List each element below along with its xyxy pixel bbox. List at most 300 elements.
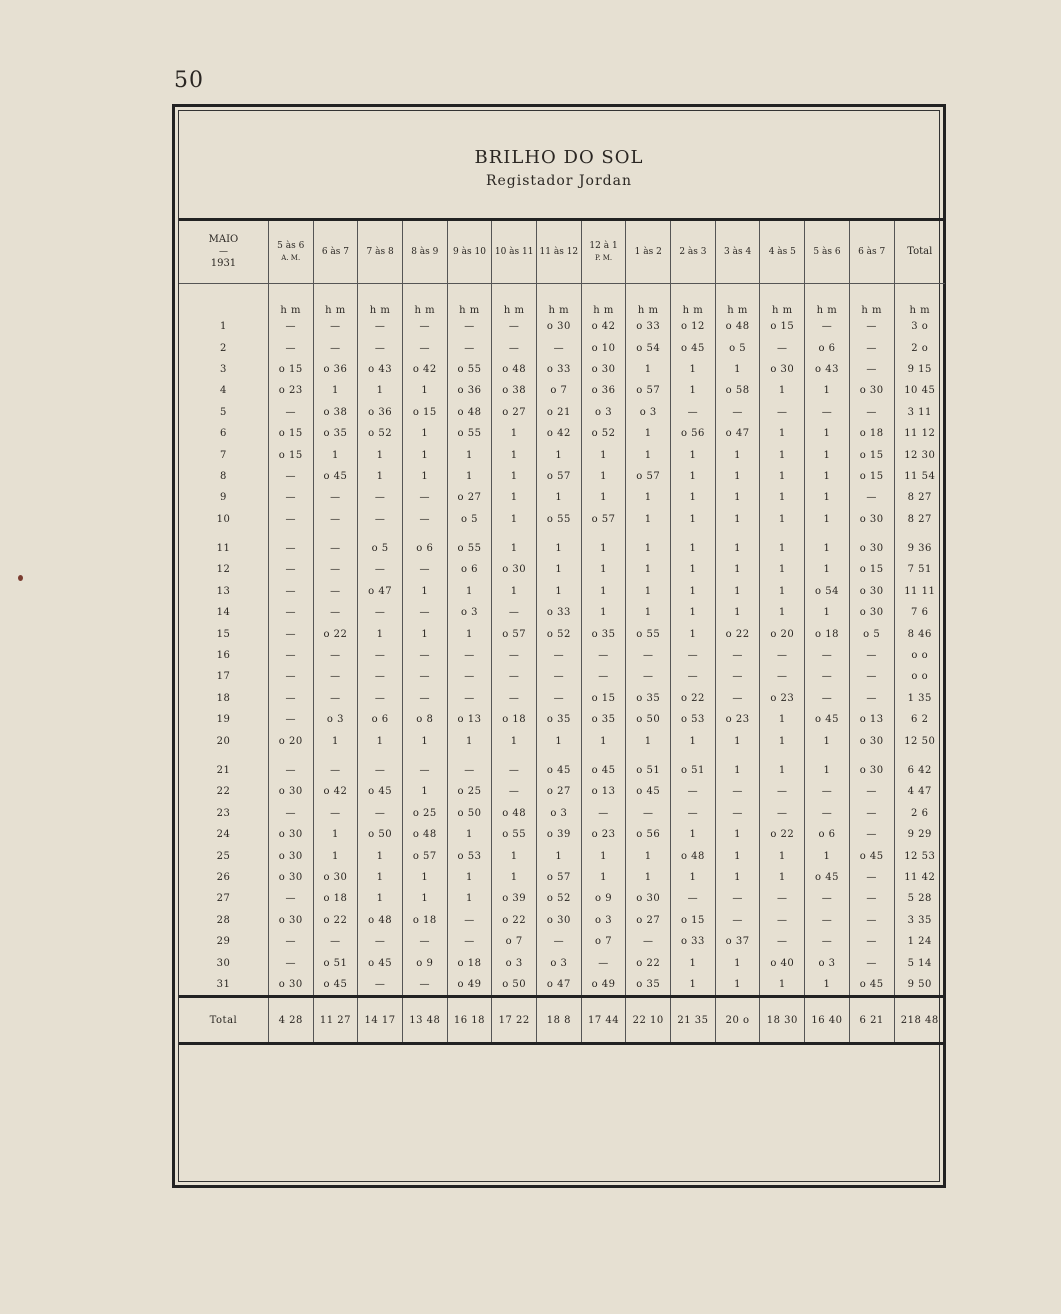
- sunshine-cell: 1: [358, 623, 403, 644]
- hour-header-label: 6 às 7: [858, 247, 886, 257]
- sunshine-cell: o 45: [805, 867, 850, 888]
- sunshine-cell: o 3: [447, 602, 492, 623]
- unit-label: h m: [805, 284, 850, 317]
- sunshine-cell: o 8: [402, 709, 447, 730]
- unit-label: h m: [358, 284, 403, 317]
- sunshine-cell: o 23: [268, 380, 313, 401]
- row-total-cell: o o: [894, 645, 945, 666]
- hour-header: [313, 220, 358, 284]
- sunshine-cell: o 35: [313, 423, 358, 444]
- sunshine-cell: o 51: [626, 760, 671, 781]
- hour-header: [805, 220, 850, 284]
- table-row: [179, 466, 945, 487]
- sunshine-cell: o 23: [715, 709, 760, 730]
- sunshine-cell: o 38: [313, 402, 358, 423]
- sunshine-cell: —: [268, 888, 313, 909]
- gap-cell: [313, 752, 358, 760]
- sunshine-cell: —: [268, 337, 313, 358]
- sunshine-cell: o 36: [313, 359, 358, 380]
- day-cell: 3: [220, 363, 227, 375]
- sunshine-cell: 1: [358, 845, 403, 866]
- sunshine-cell: 1: [760, 444, 805, 465]
- sunshine-cell: 1: [447, 466, 492, 487]
- column-total-cell: 16 18: [447, 997, 492, 1044]
- sunshine-cell: 1: [760, 423, 805, 444]
- table-row: [179, 931, 945, 952]
- sunshine-cell: —: [358, 602, 403, 623]
- sunshine-cell: 1: [715, 845, 760, 866]
- sunshine-cell: 1: [715, 760, 760, 781]
- sunshine-cell: 1: [715, 952, 760, 973]
- sunshine-cell: —: [760, 803, 805, 824]
- sunshine-cell: —: [626, 803, 671, 824]
- sunshine-cell: o 35: [537, 709, 582, 730]
- sunshine-cell: o 30: [268, 781, 313, 802]
- sunshine-cell: o 27: [626, 910, 671, 931]
- gap-cell: [537, 752, 582, 760]
- sunshine-cell: 1: [715, 559, 760, 580]
- sunshine-cell: 1: [581, 602, 626, 623]
- gap-cell: [715, 530, 760, 538]
- sunshine-cell: 1: [358, 380, 403, 401]
- hour-header-label: 5 às 6: [813, 247, 841, 257]
- sunshine-cell: —: [849, 688, 894, 709]
- sunshine-cell: —: [402, 559, 447, 580]
- sunshine-cell: o 45: [671, 337, 716, 358]
- sunshine-cell: o 6: [358, 709, 403, 730]
- sunshine-cell: 1: [671, 867, 716, 888]
- row-total-cell: o o: [894, 666, 945, 687]
- sunshine-cell: o 55: [537, 509, 582, 530]
- sunshine-cell: —: [849, 888, 894, 909]
- sunshine-cell: 1: [626, 581, 671, 602]
- day-cell: 25: [216, 850, 231, 862]
- sunshine-cell: o 15: [760, 316, 805, 337]
- sunshine-cell: 1: [581, 466, 626, 487]
- sunshine-cell: 1: [671, 974, 716, 997]
- sunshine-cell: —: [715, 666, 760, 687]
- sunshine-cell: o 35: [626, 974, 671, 997]
- sunshine-cell: 1: [581, 559, 626, 580]
- sunshine-cell: 1: [715, 824, 760, 845]
- units-row: [179, 284, 945, 317]
- table-row: [179, 559, 945, 580]
- sunshine-cell: o 45: [581, 760, 626, 781]
- day-cell: 2: [220, 342, 227, 354]
- unit-label: h m: [894, 284, 945, 317]
- table-row: [179, 623, 945, 644]
- sunshine-cell: o 9: [402, 952, 447, 973]
- sunshine-cell: o 15: [581, 688, 626, 709]
- sunshine-cell: —: [671, 666, 716, 687]
- sunshine-cell: 1: [760, 509, 805, 530]
- sunshine-cell: o 22: [492, 910, 537, 931]
- sunshine-cell: 1: [715, 602, 760, 623]
- table-title: BRILHO DO SOL: [474, 147, 644, 168]
- sunshine-cell: 1: [760, 602, 805, 623]
- hour-header-label: 5 às 6: [277, 241, 305, 251]
- sunshine-cell: 1: [805, 466, 850, 487]
- sunshine-cell: o 45: [626, 781, 671, 802]
- hour-header: [671, 220, 716, 284]
- sunshine-cell: o 48: [402, 824, 447, 845]
- gap-cell: [715, 752, 760, 760]
- sunshine-cell: o 57: [537, 867, 582, 888]
- units-day-cell: [179, 284, 268, 317]
- sunshine-cell: —: [358, 559, 403, 580]
- sunshine-cell: —: [358, 974, 403, 997]
- table-row: [179, 645, 945, 666]
- hour-header-sub: P. M.: [594, 254, 613, 262]
- table-row: [179, 402, 945, 423]
- totals-label: Total: [179, 997, 268, 1044]
- sunshine-cell: 1: [671, 538, 716, 559]
- sunshine-cell: 1: [671, 730, 716, 751]
- sunshine-cell: 1: [492, 581, 537, 602]
- sunshine-cell: 1: [313, 730, 358, 751]
- sunshine-cell: 1: [805, 602, 850, 623]
- sunshine-cell: 1: [402, 466, 447, 487]
- sunshine-cell: o 30: [313, 867, 358, 888]
- sunshine-cell: o 7: [537, 380, 582, 401]
- table-row: [179, 760, 945, 781]
- sunshine-cell: 1: [760, 559, 805, 580]
- sunshine-cell: o 50: [626, 709, 671, 730]
- sunshine-cell: o 30: [537, 910, 582, 931]
- sunshine-cell: —: [849, 781, 894, 802]
- sunshine-cell: —: [313, 316, 358, 337]
- sunshine-cell: 1: [715, 444, 760, 465]
- sunshine-cell: o 22: [760, 824, 805, 845]
- gap-cell: [671, 530, 716, 538]
- sunshine-cell: o 30: [849, 581, 894, 602]
- sunshine-cell: 1: [626, 359, 671, 380]
- year-label: 1931: [210, 258, 237, 269]
- sunshine-cell: 1: [537, 559, 582, 580]
- sunshine-cell: 1: [760, 845, 805, 866]
- sunshine-cell: 1: [626, 538, 671, 559]
- sunshine-cell: 1: [715, 487, 760, 508]
- gap-cell: [268, 530, 313, 538]
- sunshine-cell: o 36: [581, 380, 626, 401]
- sunshine-cell: o 55: [626, 623, 671, 644]
- sunshine-cell: —: [268, 316, 313, 337]
- sunshine-cell: 1: [626, 559, 671, 580]
- day-cell: 6: [220, 428, 227, 440]
- unit-label: h m: [849, 284, 894, 317]
- row-total-cell: 2 o: [894, 337, 945, 358]
- hour-header: [268, 220, 313, 284]
- gap-cell: [179, 530, 268, 538]
- sunshine-cell: o 18: [313, 888, 358, 909]
- sunshine-cell: 1: [492, 845, 537, 866]
- sunshine-cell: 1: [760, 867, 805, 888]
- sunshine-cell: —: [849, 803, 894, 824]
- sunshine-cell: o 55: [447, 423, 492, 444]
- sunshine-cell: —: [447, 931, 492, 952]
- sunshine-cell: 1: [805, 760, 850, 781]
- sunshine-cell: —: [537, 931, 582, 952]
- sunshine-cell: 1: [537, 487, 582, 508]
- day-cell: 11: [216, 543, 231, 555]
- sunshine-cell: —: [358, 487, 403, 508]
- hour-header-label: 4 às 5: [768, 247, 796, 257]
- table-row: [179, 316, 945, 337]
- sunshine-cell: 1: [402, 730, 447, 751]
- row-total-cell: 9 29: [894, 824, 945, 845]
- hour-header: [760, 220, 805, 284]
- sunshine-cell: —: [268, 602, 313, 623]
- sunshine-cell: 1: [447, 623, 492, 644]
- sunshine-cell: o 57: [626, 466, 671, 487]
- sunshine-cell: —: [447, 910, 492, 931]
- sunshine-cell: o 6: [805, 824, 850, 845]
- sunshine-cell: o 33: [671, 931, 716, 952]
- sunshine-cell: —: [537, 337, 582, 358]
- unit-label: h m: [537, 284, 582, 317]
- sunshine-cell: —: [715, 803, 760, 824]
- table-row: [179, 444, 945, 465]
- sunshine-cell: —: [402, 760, 447, 781]
- sunshine-cell: —: [626, 645, 671, 666]
- table-body: [179, 284, 945, 1044]
- sunshine-cell: —: [805, 402, 850, 423]
- sunshine-cell: 1: [492, 487, 537, 508]
- sunshine-cell: —: [313, 581, 358, 602]
- sunshine-cell: o 15: [402, 402, 447, 423]
- sunshine-cell: 1: [447, 581, 492, 602]
- table-row: [179, 666, 945, 687]
- hour-header: [402, 220, 447, 284]
- sunshine-cell: 1: [805, 559, 850, 580]
- sunshine-cell: o 30: [268, 910, 313, 931]
- sunshine-cell: o 5: [447, 509, 492, 530]
- sunshine-cell: —: [313, 645, 358, 666]
- sunshine-cell: —: [715, 402, 760, 423]
- sunshine-cell: 1: [492, 466, 537, 487]
- table-row: [179, 423, 945, 444]
- sunshine-cell: o 42: [402, 359, 447, 380]
- sunshine-cell: o 39: [537, 824, 582, 845]
- sunshine-cell: —: [268, 931, 313, 952]
- sunshine-cell: 1: [671, 952, 716, 973]
- sunshine-cell: —: [805, 688, 850, 709]
- sunshine-cell: o 45: [849, 845, 894, 866]
- sunshine-cell: —: [581, 952, 626, 973]
- sunshine-cell: 1: [671, 824, 716, 845]
- sunshine-cell: 1: [581, 867, 626, 888]
- sunshine-cell: 1: [626, 423, 671, 444]
- sunshine-cell: 1: [715, 974, 760, 997]
- sunshine-cell: —: [849, 931, 894, 952]
- column-total-cell: 6 21: [849, 997, 894, 1044]
- sunshine-cell: 1: [492, 509, 537, 530]
- sunshine-cell: —: [581, 803, 626, 824]
- sunshine-cell: 1: [715, 466, 760, 487]
- day-cell: 10: [216, 513, 231, 525]
- sunshine-cell: o 33: [537, 602, 582, 623]
- sunshine-cell: o 3: [581, 402, 626, 423]
- sunshine-cell: o 48: [715, 316, 760, 337]
- sunshine-cell: 1: [358, 867, 403, 888]
- hour-header: [626, 220, 671, 284]
- hour-header-label: 10 às 11: [494, 247, 534, 257]
- row-total-cell: 12 53: [894, 845, 945, 866]
- page-number: 50: [174, 68, 204, 93]
- sunshine-cell: 1: [626, 509, 671, 530]
- sunshine-cell: —: [402, 602, 447, 623]
- ink-smudge: [18, 575, 23, 581]
- table-row: [179, 730, 945, 751]
- sunshine-cell: —: [358, 760, 403, 781]
- sunshine-cell: 1: [358, 730, 403, 751]
- row-total-cell: 9 15: [894, 359, 945, 380]
- sunshine-cell: o 56: [671, 423, 716, 444]
- sunshine-cell: o 35: [626, 688, 671, 709]
- gap-cell: [671, 752, 716, 760]
- sunshine-cell: 1: [537, 581, 582, 602]
- sunshine-cell: o 45: [313, 974, 358, 997]
- sunshine-cell: o 10: [581, 337, 626, 358]
- unit-label: h m: [715, 284, 760, 317]
- month-header: [179, 220, 268, 284]
- sunshine-cell: 1: [626, 602, 671, 623]
- sunshine-cell: o 45: [849, 974, 894, 997]
- sunshine-cell: 1: [626, 444, 671, 465]
- sunshine-cell: o 33: [626, 316, 671, 337]
- sunshine-cell: —: [268, 760, 313, 781]
- sunshine-cell: —: [626, 931, 671, 952]
- sunshine-cell: 1: [581, 538, 626, 559]
- sunshine-cell: —: [671, 803, 716, 824]
- unit-label: h m: [760, 284, 805, 317]
- sunshine-cell: —: [268, 466, 313, 487]
- sunshine-cell: o 55: [447, 538, 492, 559]
- sunshine-cell: —: [671, 781, 716, 802]
- sunshine-cell: 1: [671, 359, 716, 380]
- table-row: [179, 867, 945, 888]
- table-row: [179, 509, 945, 530]
- sunshine-cell: —: [313, 538, 358, 559]
- sunshine-cell: o 45: [313, 466, 358, 487]
- row-total-cell: 7 6: [894, 602, 945, 623]
- sunshine-cell: —: [849, 402, 894, 423]
- table-row: [179, 359, 945, 380]
- grand-total-cell: 218 48: [894, 997, 945, 1044]
- sunshine-cell: —: [805, 645, 850, 666]
- sunshine-cell: 1: [402, 888, 447, 909]
- sunshine-cell: o 30: [268, 845, 313, 866]
- day-cell: 28: [216, 914, 231, 926]
- column-total-cell: 16 40: [805, 997, 850, 1044]
- sunshine-cell: 1: [805, 444, 850, 465]
- sunshine-cell: o 13: [447, 709, 492, 730]
- gap-cell: [447, 530, 492, 538]
- sunshine-cell: o 38: [492, 380, 537, 401]
- gap-cell: [358, 752, 403, 760]
- gap-cell: [581, 530, 626, 538]
- sunshine-cell: o 42: [581, 316, 626, 337]
- sunshine-cell: —: [313, 666, 358, 687]
- row-total-cell: 9 50: [894, 974, 945, 997]
- row-total-cell: 3 35: [894, 910, 945, 931]
- sunshine-cell: 1: [447, 444, 492, 465]
- gap-cell: [849, 752, 894, 760]
- table-row: [179, 910, 945, 931]
- sunshine-cell: —: [447, 645, 492, 666]
- sunshine-cell: —: [849, 910, 894, 931]
- unit-label: h m: [447, 284, 492, 317]
- gap-cell: [179, 752, 268, 760]
- sunshine-cell: —: [402, 316, 447, 337]
- sunshine-cell: —: [358, 316, 403, 337]
- row-total-cell: 1 35: [894, 688, 945, 709]
- sunshine-cell: 1: [537, 845, 582, 866]
- table-row: [179, 337, 945, 358]
- sunshine-cell: o 15: [849, 444, 894, 465]
- sunshine-cell: o 48: [447, 402, 492, 423]
- sunshine-cell: o 18: [805, 623, 850, 644]
- day-cell: 8: [220, 470, 227, 482]
- sunshine-cell: —: [760, 888, 805, 909]
- table-row: [179, 803, 945, 824]
- sunshine-cell: o 3: [805, 952, 850, 973]
- sunshine-cell: 1: [805, 487, 850, 508]
- sunshine-cell: —: [268, 402, 313, 423]
- sunshine-cell: —: [313, 602, 358, 623]
- unit-label: h m: [626, 284, 671, 317]
- table-frame-inner: [178, 110, 940, 1182]
- sunshine-cell: o 30: [849, 509, 894, 530]
- hour-header: [581, 220, 626, 284]
- sunshine-cell: 1: [671, 623, 716, 644]
- table-row: [179, 824, 945, 845]
- row-total-cell: 5 28: [894, 888, 945, 909]
- row-total-cell: 3 11: [894, 402, 945, 423]
- row-total-cell: 5 14: [894, 952, 945, 973]
- sunshine-cell: —: [268, 645, 313, 666]
- sunshine-cell: 1: [313, 824, 358, 845]
- column-total-cell: 17 22: [492, 997, 537, 1044]
- sunshine-cell: o 36: [447, 380, 492, 401]
- column-total-cell: 14 17: [358, 997, 403, 1044]
- sunshine-cell: o 55: [492, 824, 537, 845]
- sunshine-cell: o 42: [313, 781, 358, 802]
- sunshine-cell: —: [268, 666, 313, 687]
- column-total-cell: 11 27: [313, 997, 358, 1044]
- table-row: [179, 974, 945, 997]
- sunshine-cell: o 30: [849, 380, 894, 401]
- sunshine-cell: o 22: [715, 623, 760, 644]
- column-total-cell: 13 48: [402, 997, 447, 1044]
- sunshine-cell: 1: [581, 487, 626, 508]
- sunshine-cell: —: [268, 581, 313, 602]
- sunshine-cell: 1: [805, 423, 850, 444]
- sunshine-cell: 1: [492, 867, 537, 888]
- hour-header: [492, 220, 537, 284]
- sunshine-cell: 1: [715, 581, 760, 602]
- sunshine-cell: 1: [358, 888, 403, 909]
- sunshine-cell: o 15: [268, 444, 313, 465]
- sunshine-cell: —: [849, 487, 894, 508]
- gap-cell: [402, 530, 447, 538]
- row-total-cell: 4 47: [894, 781, 945, 802]
- sunshine-cell: o 54: [805, 581, 850, 602]
- sunshine-cell: o 52: [537, 623, 582, 644]
- month-dash: —: [218, 247, 228, 257]
- sunshine-cell: —: [402, 487, 447, 508]
- sunshine-cell: o 3: [313, 709, 358, 730]
